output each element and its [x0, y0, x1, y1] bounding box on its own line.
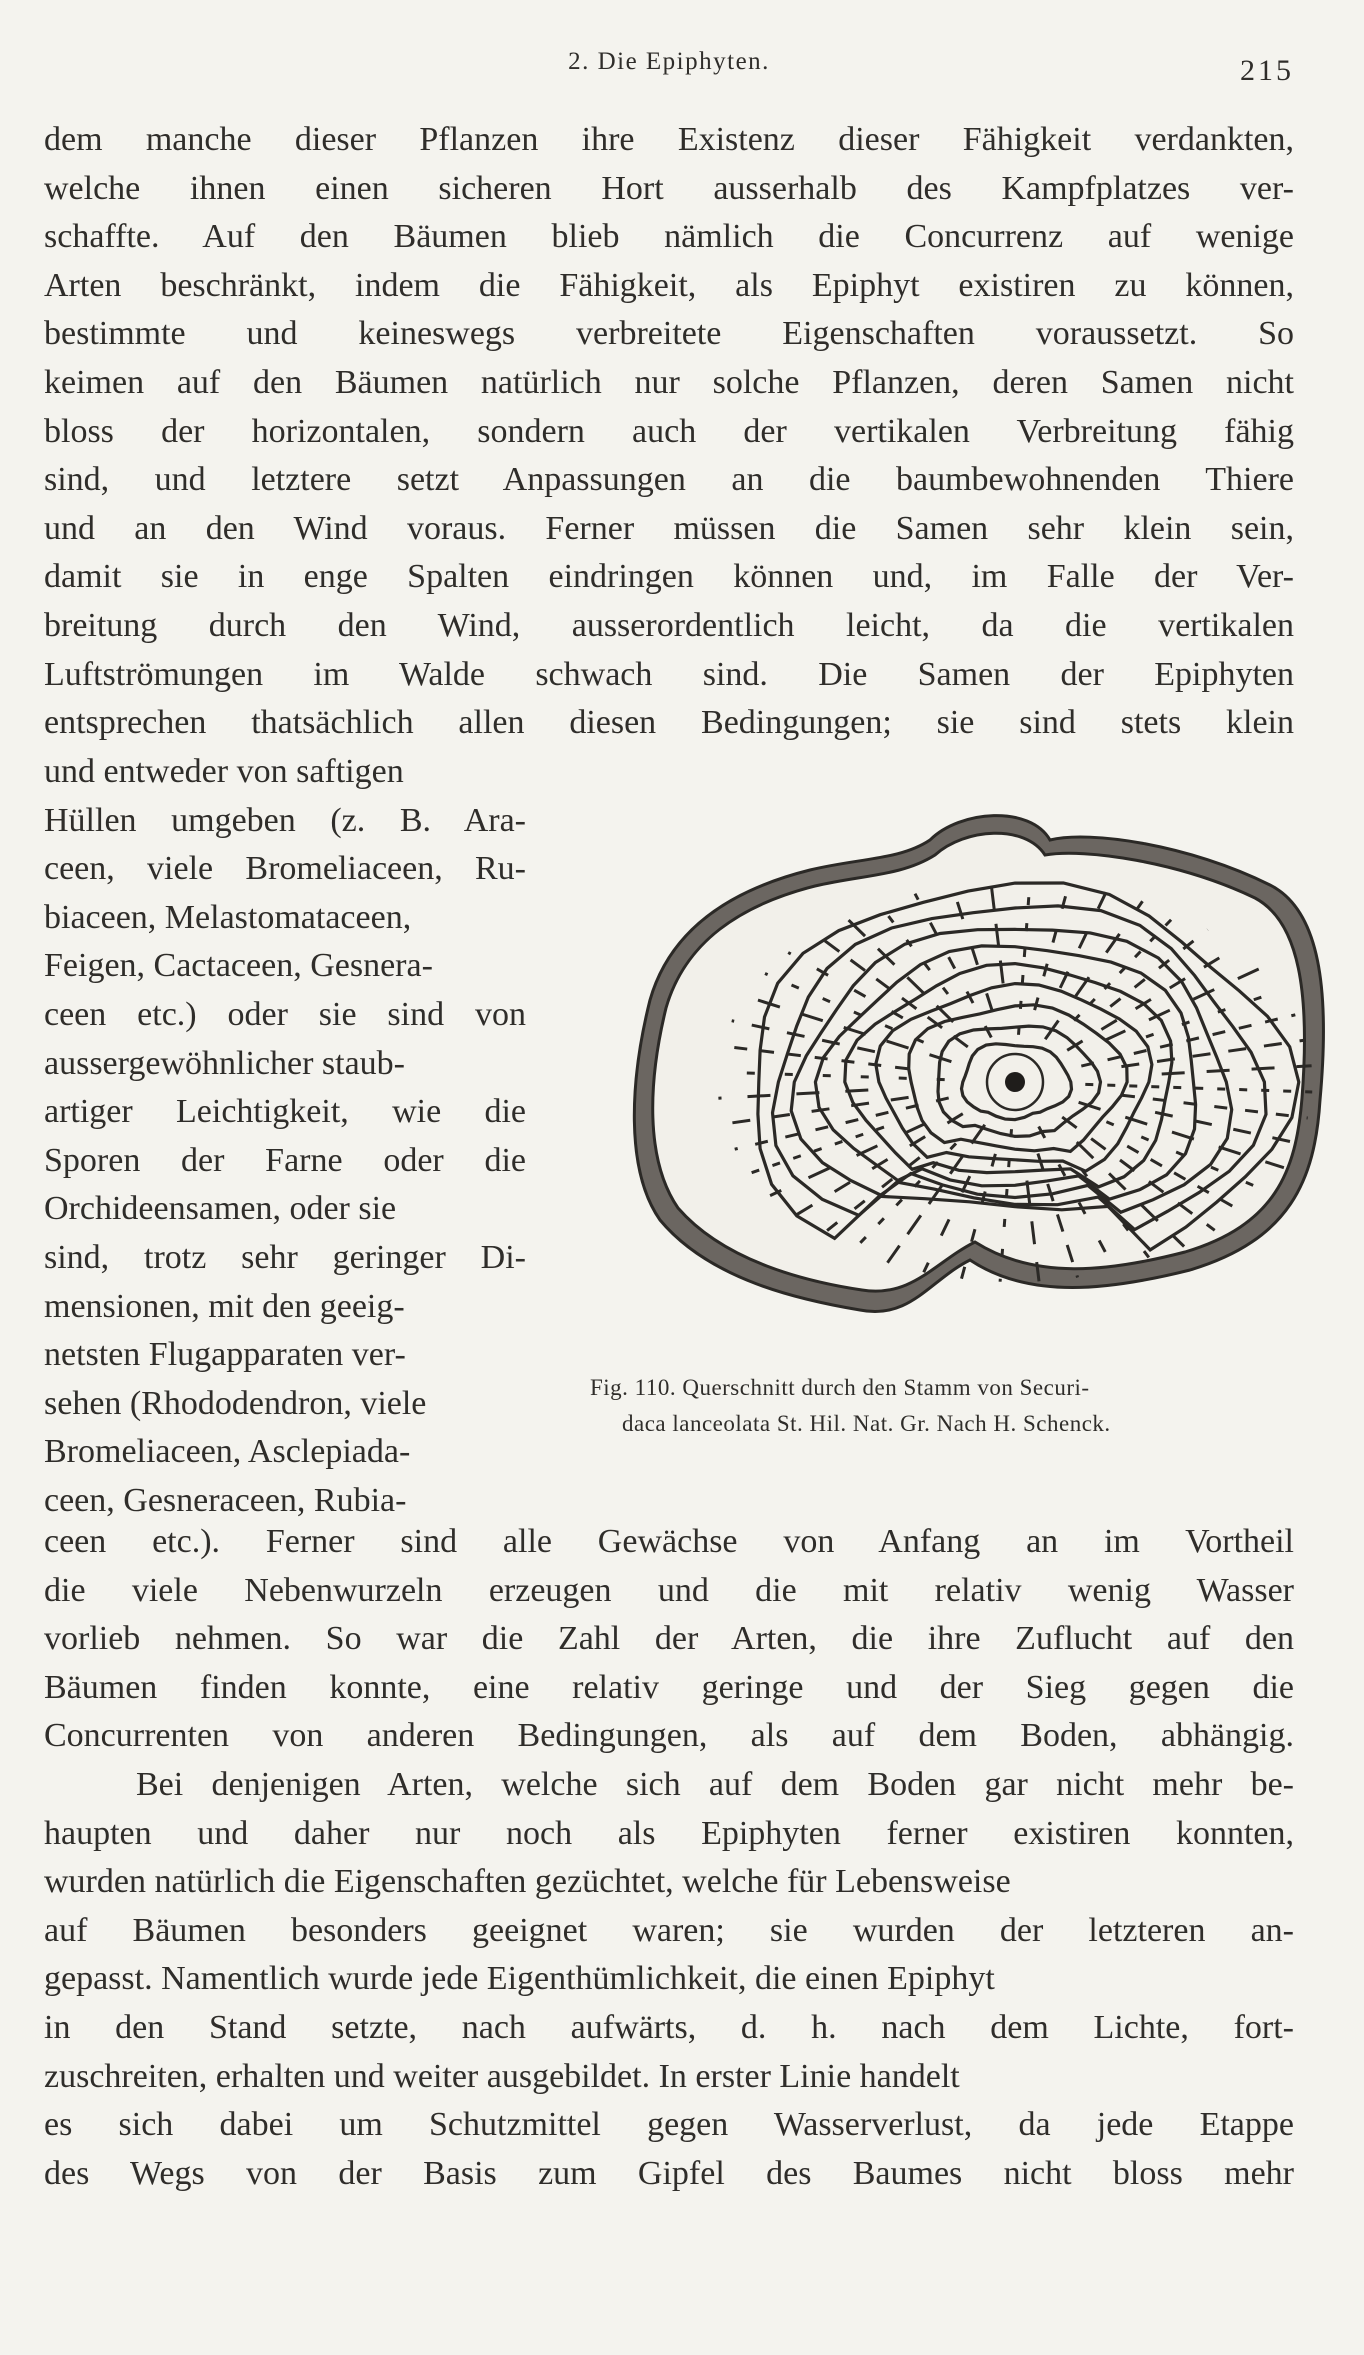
text-line: Hüllen umgeben (z. B. Ara-: [44, 801, 526, 839]
text-line: entsprechen thatsächlich allen diesen Bedingungen; sie sind stets klein: [44, 704, 1294, 742]
text-line: ceen, viele Bromeliaceen, Ru-: [44, 850, 526, 888]
text-line: artiger Leichtigkeit, wie die: [44, 1093, 526, 1131]
text-line: sind, und letztere setzt Anpassungen an die baumbewohnenden Thiere: [44, 461, 1294, 499]
text-line: zuschreiten, erhalten und weiter ausgebildet. In erster Linie handelt: [44, 2057, 960, 2095]
text-line: breitung durch den Wind, ausserordentlich leicht, da die vertikalen: [44, 606, 1294, 644]
stem-cross-section-illustration: [630, 800, 1330, 1360]
text-line: in den Stand setzte, nach aufwärts, d. h. nach dem Lichte, fort-: [44, 2008, 1294, 2046]
caption-line: [574, 1370, 1344, 1406]
text-line: wurden natürlich die Eigenschaften gezüchtet, welche für Lebensweise: [44, 1863, 1011, 1901]
text-line: Arten beschränkt, indem die Fähigkeit, als Epiphyt existiren zu können,: [44, 266, 1294, 304]
text-line: Bromeliaceen, Asclepiada-: [44, 1433, 411, 1471]
text-line: bloss der horizontalen, sondern auch der vertikalen Verbreitung fähig: [44, 412, 1294, 450]
figure-stem-cross-section: [590, 800, 1330, 1360]
text-line: Feigen, Cactaceen, Gesnera-: [44, 947, 433, 985]
body-text-left-column: [44, 748, 530, 1526]
text-line: netsten Flugapparaten ver-: [44, 1336, 406, 1374]
text-line: auf Bäumen besonders geeignet waren; sie wurden der letzteren an-: [44, 1911, 1294, 1949]
running-title: 2. Die Epiphyten.: [568, 48, 770, 75]
caption-line: [574, 1406, 1344, 1442]
text-line: schaffte. Auf den Bäumen blieb nämlich die Concurrenz auf wenige: [44, 218, 1294, 256]
text-line: sind, trotz sehr geringer Di-: [44, 1238, 526, 1276]
text-line: die viele Nebenwurzeln erzeugen und die mit relativ wenig Wasser: [44, 1571, 1294, 1609]
running-head: [44, 44, 1294, 87]
figure-caption: [574, 1370, 1344, 1442]
text-line: damit sie in enge Spalten eindringen können und, im Falle der Ver-: [44, 558, 1294, 596]
text-line: welche ihnen einen sicheren Hort ausserhalb des Kampfplatzes ver-: [44, 169, 1294, 207]
pith: [1005, 1072, 1025, 1092]
text-line: mensionen, mit den geeig-: [44, 1287, 405, 1325]
body-text-bottom: [44, 1518, 1294, 2198]
body-text-top: [44, 116, 1294, 748]
text-line: Bei denjenigen Arten, welche sich auf dem Boden gar nicht mehr be-: [136, 1765, 1294, 1803]
text-line: ceen etc.). Ferner sind alle Gewächse von Anfang an im Vortheil: [44, 1523, 1294, 1560]
text-line: und entweder von saftigen: [44, 753, 404, 790]
text-line: sehen (Rhododendron, viele: [44, 1384, 427, 1422]
text-line: gepasst. Namentlich wurde jede Eigenthümlichkeit, die einen Epiphyt: [44, 1960, 995, 1998]
text-line: Sporen der Farne oder die: [44, 1141, 526, 1179]
text-line: aussergewöhnlicher staub-: [44, 1044, 405, 1082]
text-line: biaceen, Melastomataceen,: [44, 898, 412, 936]
text-line: Luftströmungen im Walde schwach sind. Die Samen der Epiphyten: [44, 655, 1294, 693]
text-line: haupten und daher nur noch als Epiphyten ferner existiren konnten,: [44, 1814, 1294, 1852]
text-line: keimen auf den Bäumen natürlich nur solche Pflanzen, deren Samen nicht: [44, 363, 1294, 401]
book-page: [44, 0, 1294, 2355]
text-line: Concurrenten von anderen Bedingungen, als auf dem Boden, abhängig.: [44, 1717, 1294, 1755]
text-line: ceen, Gesneraceen, Rubia-: [44, 1481, 407, 1519]
page-number: 215: [1240, 54, 1294, 87]
text-line: Bäumen finden konnte, eine relativ geringe und der Sieg gegen die: [44, 1668, 1294, 1706]
text-line: es sich dabei um Schutzmittel gegen Wasserverlust, da jede Etappe: [44, 2106, 1294, 2144]
text-line: vorlieb nehmen. So war die Zahl der Arten, die ihre Zuflucht auf den: [44, 1620, 1294, 1658]
text-line: und an den Wind voraus. Ferner müssen die Samen sehr klein sein,: [44, 509, 1294, 547]
text-line: ceen etc.) oder sie sind von: [44, 995, 526, 1033]
text-line: des Wegs von der Basis zum Gipfel des Baumes nicht bloss mehr: [44, 2154, 1294, 2192]
text-line: dem manche dieser Pflanzen ihre Existenz dieser Fähigkeit verdankten,: [44, 121, 1294, 158]
caption-text: daca lanceolata St. Hil. Nat. Gr. Nach H. Schenck.: [622, 1411, 1111, 1436]
caption-text: Fig. 110. Querschnitt durch den Stamm von Securi-: [590, 1375, 1090, 1400]
text-line: bestimmte und keineswegs verbreitete Eigenschaften voraussetzt. So: [44, 315, 1294, 353]
text-line: Orchideensamen, oder sie: [44, 1190, 397, 1228]
